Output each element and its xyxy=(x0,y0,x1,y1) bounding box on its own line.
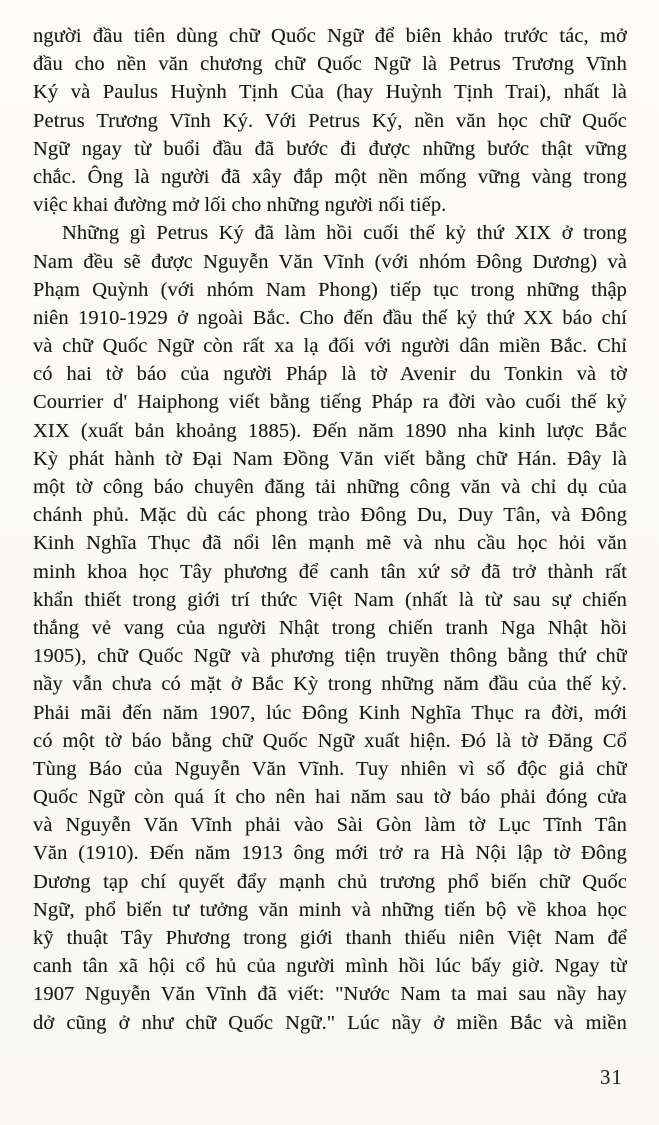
text-line: chánh phủ. Mặc dù các phong trào Đông Du, Duy Tân, và Đông xyxy=(33,504,627,527)
text-line: Văn (1910). Đến năm 1913 ông mới trở ra Hà Nội lập tờ Đông xyxy=(33,842,627,865)
text-line: Những gì Petrus Ký đã làm hồi cuối thế kỷ thứ XIX ở trong xyxy=(62,222,627,245)
text-line: Kinh Nghĩa Thục đã nổi lên mạnh mẽ và nhu cầu học hỏi văn xyxy=(33,532,627,555)
text-line: người đầu tiên dùng chữ Quốc Ngữ để biên khảo trước tác, mở xyxy=(33,25,627,47)
text-line: 1905), chữ Quốc Ngữ và phương tiện truyền thông bằng thứ chữ xyxy=(33,645,627,668)
text-line: chắc. Ông là người đã xây đắp một nền mống vững vàng trong xyxy=(33,165,627,188)
text-line: thắng vẻ vang của người Nhật trong chiến tranh Nga Nhật hồi xyxy=(33,616,627,639)
text-line: 1907 Nguyễn Văn Vĩnh đã viết: "Nước Nam ta mai sau nầy hay xyxy=(33,983,627,1006)
text-line: kỹ thuật Tây Phương trong giới thanh thiếu niên Việt Nam để xyxy=(33,927,627,949)
text-line: việc khai đường mở lối cho những người nối tiếp. xyxy=(33,194,447,217)
text-line: XIX (xuất bản khoảng 1885). Đến năm 1890 nha kinh lược Bắc xyxy=(33,419,627,442)
text-line: đầu cho nền văn chương chữ Quốc Ngữ là Petrus Trương Vĩnh xyxy=(33,53,627,76)
text-line: có một tờ báo bằng chữ Quốc Ngữ xuất hiện. Đó là tờ Đăng Cổ xyxy=(33,729,627,752)
text-line: Nam đều sẽ được Nguyễn Văn Vĩnh (với nhóm Đông Dương) và xyxy=(33,250,627,273)
text-line: Courrier d' Haiphong viết bằng tiếng Pháp ra đời vào cuối thế kỷ xyxy=(33,391,627,414)
page-number: 31 xyxy=(600,1065,623,1089)
text-line: Petrus Trương Vĩnh Ký. Với Petrus Ký, nền văn học chữ Quốc xyxy=(33,109,627,132)
text-line: canh tân xã hội cổ hủ của người mình hồi lúc bấy giờ. Ngay từ xyxy=(33,955,627,978)
text-line: và Nguyễn Văn Vĩnh phải vào Sài Gòn làm tờ Lục Tĩnh Tân xyxy=(33,814,627,837)
text-block xyxy=(33,22,627,1037)
text-line: Phải mãi đến năm 1907, lúc Đông Kinh Nghĩa Thục ra đời, mới xyxy=(33,701,627,724)
text-line: Dương tạp chí quyết đẩy mạnh chủ trương phổ biến chữ Quốc xyxy=(33,870,627,893)
text-line: Kỳ phát hành tờ Đại Nam Đồng Văn viết bằng chữ Hán. Đây là xyxy=(33,447,627,470)
text-line: nầy vẫn chưa có mặt ở Bắc Kỳ trong những năm đầu của thế kỷ. xyxy=(33,673,627,696)
text-line: minh khoa học Tây phương để canh tân xứ sở đã trở thành rất xyxy=(33,560,627,583)
text-line: một tờ công báo chuyên đăng tải những công văn và chỉ dụ của xyxy=(33,476,627,498)
text-line: dở cũng ở như chữ Quốc Ngữ." Lúc nầy ở miền Bắc và miền xyxy=(33,1011,627,1034)
text-line: có hai tờ báo của người Pháp là tờ Avenir du Tonkin và tờ xyxy=(33,363,627,386)
text-line: Phạm Quỳnh (với nhóm Nam Phong) tiếp tục trong những thập xyxy=(33,278,627,301)
text-line: Quốc Ngữ còn quá ít cho nên hai năm sau tờ báo phải đóng cửa xyxy=(33,786,627,809)
text-line: Ngữ ngay từ buổi đầu đã bước đi được những bước thật vững xyxy=(33,137,627,160)
text-line: Tùng Báo của Nguyễn Văn Vĩnh. Tuy nhiên vì số độc giả chữ xyxy=(33,757,627,780)
text-line: niên 1910-1929 ở ngoài Bắc. Cho đến đầu thế kỷ thứ XX báo chí xyxy=(33,306,627,329)
text-line: Ký và Paulus Huỳnh Tịnh Của (hay Huỳnh Tịnh Trai), nhất là xyxy=(33,81,627,104)
text-line: và chữ Quốc Ngữ còn rất xa lạ đối với người dân miền Bắc. Chỉ xyxy=(33,335,627,358)
text-line: Ngữ, phổ biến tư tưởng văn minh và những tiến bộ về khoa học xyxy=(33,898,627,921)
text-line: khẩn thiết trong giới trí thức Việt Nam (nhất là từ sau sự chiến xyxy=(33,588,627,611)
